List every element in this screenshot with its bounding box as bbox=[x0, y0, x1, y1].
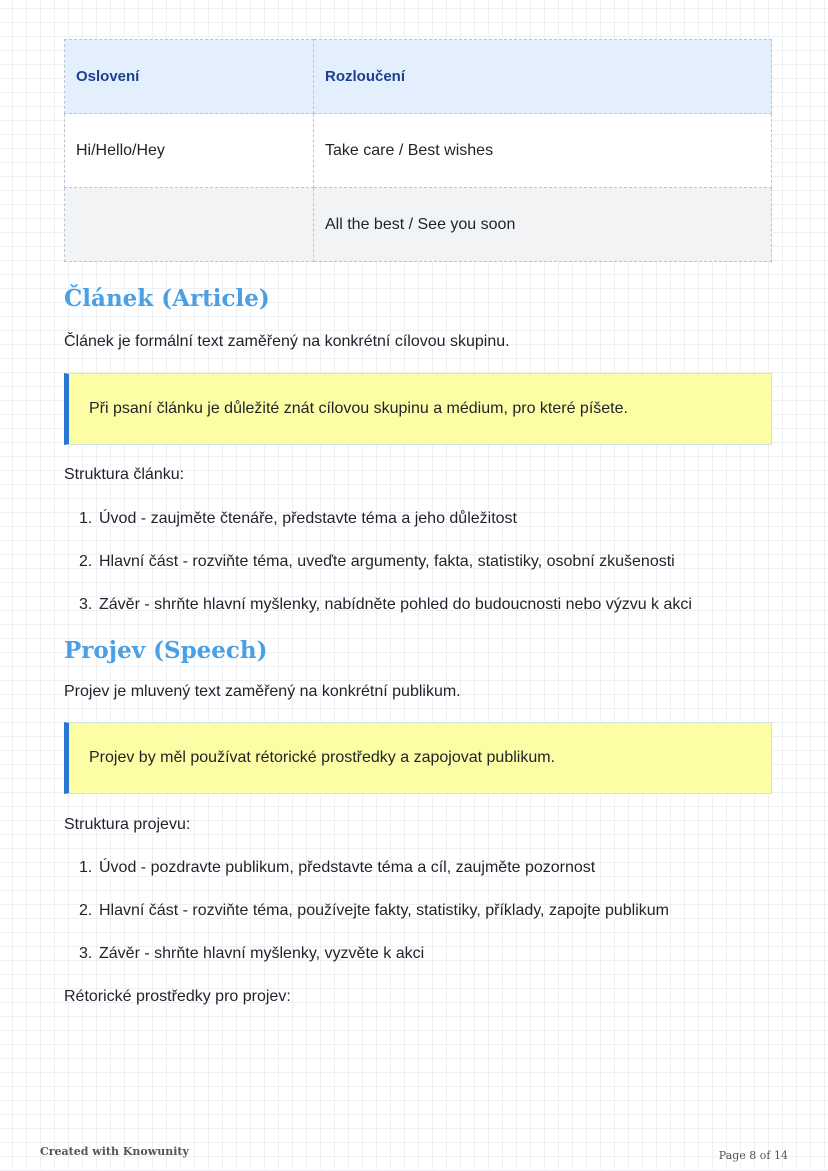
article-intro: Článek je formální text zaměřený na konkrétní cílovou skupinu. bbox=[64, 333, 510, 350]
greetings-table bbox=[64, 39, 772, 262]
article-structure-list bbox=[64, 508, 772, 637]
list-item: 3. Závěr - shrňte hlavní myšlenky, vyzvěte k akci bbox=[79, 945, 425, 962]
article-heading: Článek (Article) bbox=[64, 285, 270, 312]
speech-intro: Projev je mluvený text zaměřený na konkrétní publikum. bbox=[64, 683, 461, 700]
list-item: 2. Hlavní část - rozviňte téma, používejte fakty, statistiky, příklady, zapojte publikum bbox=[79, 902, 670, 919]
list-item: 1. Úvod - zaujměte čtenáře, představte téma a jeho důležitost bbox=[79, 510, 517, 527]
list-item: 3. Závěr - shrňte hlavní myšlenky, nabídněte pohled do budoucnosti nebo výzvu k akci bbox=[79, 596, 692, 613]
speech-tip-callout bbox=[64, 722, 772, 794]
list-item: 2. Hlavní část - rozviňte téma, uveďte argumenty, fakta, statistiky, osobní zkušenosti bbox=[79, 553, 675, 570]
table-header-row bbox=[65, 40, 772, 114]
table-cell: Take care / Best wishes bbox=[314, 114, 772, 188]
article-tip-text: Při psaní článku je důležité znát cílovou skupinu a médium, pro které píšete. bbox=[89, 400, 628, 417]
table-header-cell: Rozloučení bbox=[314, 40, 772, 114]
table-row bbox=[65, 188, 772, 262]
table-cell: All the best / See you soon bbox=[314, 188, 772, 262]
table-header-cell: Oslovení bbox=[65, 40, 314, 114]
article-structure-label: Struktura článku: bbox=[64, 466, 185, 483]
table-cell bbox=[65, 188, 314, 262]
speech-structure-list bbox=[64, 857, 772, 986]
document-page bbox=[64, 39, 772, 1008]
footer-created-with: Created with Knowunity bbox=[40, 1145, 189, 1158]
list-item: 1. Úvod - pozdravte publikum, představte téma a cíl, zaujměte pozornost bbox=[79, 859, 596, 876]
rhetoric-label: Rétorické prostředky pro projev: bbox=[64, 988, 291, 1005]
table-cell: Hi/Hello/Hey bbox=[65, 114, 314, 188]
speech-tip-text: Projev by měl používat rétorické prostředky a zapojovat publikum. bbox=[89, 749, 555, 766]
table-row bbox=[65, 114, 772, 188]
footer-page-number: Page 8 of 14 bbox=[718, 1149, 788, 1162]
speech-structure-label: Struktura projevu: bbox=[64, 816, 191, 833]
article-tip-callout bbox=[64, 373, 772, 445]
speech-heading: Projev (Speech) bbox=[64, 637, 268, 664]
